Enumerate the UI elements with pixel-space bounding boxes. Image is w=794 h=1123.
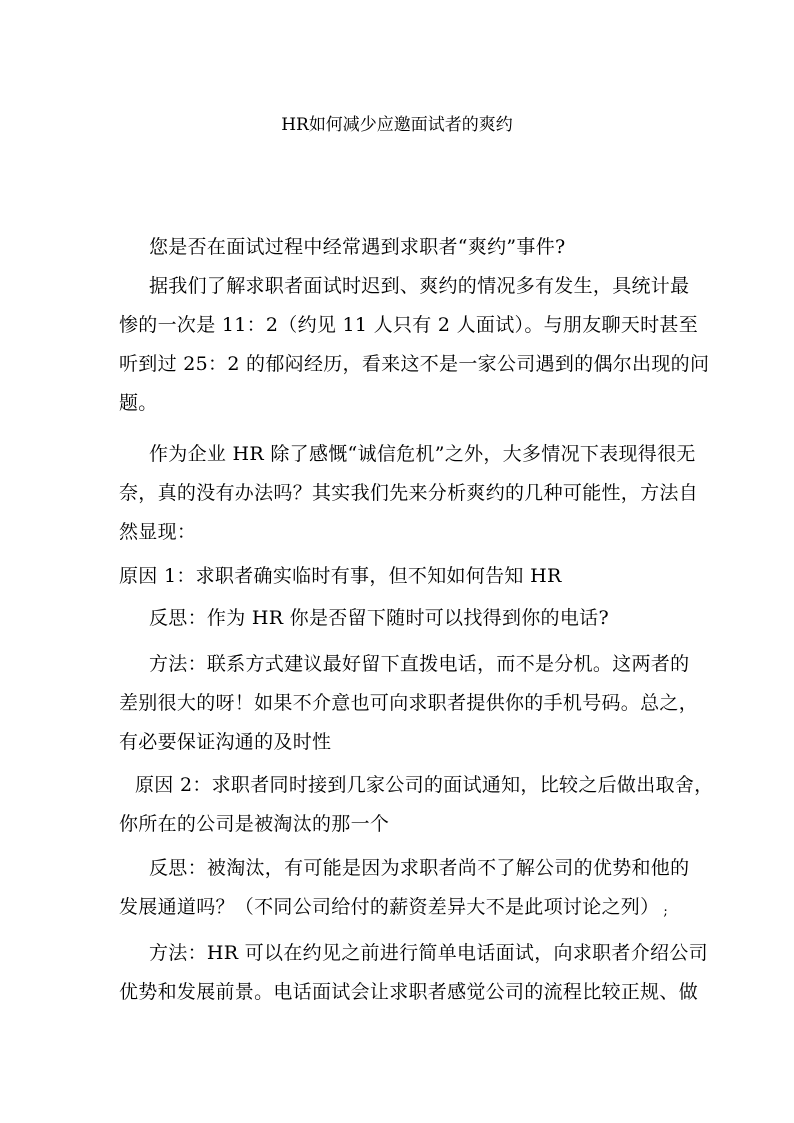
text-line: 原因 2：求职者同时接到几家公司的面试通知，比较之后做出取舍， <box>135 774 714 796</box>
text-line: 有必要保证沟通的及时性 <box>119 731 332 753</box>
text-line: 你所在的公司是被淘汰的那一个 <box>119 813 390 835</box>
text-line: 作为企业 HR 除了感慨“诚信危机”之外，大多情况下表现得很无 <box>149 443 696 465</box>
text-line: 反思：被淘汰，有可能是因为求职者尚不了解公司的优势和他的 <box>149 857 690 879</box>
text-line: 反思：作为 HR 你是否留下随时可以找得到你的电话? <box>149 607 609 629</box>
document-title: HR如何减少应邀面试者的爽约 <box>281 115 513 135</box>
text-line: 原因 1：求职者确实临时有事，但不知如何告知 HR <box>119 565 562 587</box>
text-line: 题。 <box>119 392 158 414</box>
text-line: 差别很大的呀！如果不介意也可向求职者提供你的手机号码。总之， <box>119 692 699 714</box>
text-line: 听到过 25：2 的郁闷经历，看来这不是一家公司遇到的偶尔出现的问 <box>119 353 710 375</box>
paragraph-intro-question <box>119 228 679 267</box>
paragraph-method-2 <box>119 934 708 1012</box>
paragraph-method-1 <box>119 645 699 762</box>
text-line: 方法：HR 可以在约见之前进行简单电话面试，向求职者介绍公司 <box>149 942 708 964</box>
text-line-content: 发展通道吗？（不同公司给付的薪资差异大不是此项讨论之列） <box>119 896 660 918</box>
text-line: 然显现： <box>119 521 197 543</box>
paragraph-reflection-2 <box>119 849 690 927</box>
text-line: 优势和发展前景。电话面试会让求职者感觉公司的流程比较正规、做 <box>119 981 699 1003</box>
text-line <box>119 888 679 927</box>
text-line: 奈，真的没有办法吗？其实我们先来分析爽约的几种可能性，方法自 <box>119 482 699 504</box>
text-line: 您是否在面试过程中经常遇到求职者“爽约”事件? <box>149 236 566 258</box>
paragraph-reflection-1 <box>119 599 679 638</box>
trailing-semicolon: ; <box>663 904 669 919</box>
text-line: 据我们了解求职者面试时迟到、爽约的情况多有发生，具统计最 <box>149 275 690 297</box>
text-line: 惨的一次是 11：2（约见 11 人只有 2 人面试）。与朋友聊天时甚至 <box>119 314 699 336</box>
paragraph-reason-2 <box>119 766 714 844</box>
paragraph-reason-1 <box>119 557 679 596</box>
text-line: 方法：联系方式建议最好留下直拨电话，而不是分机。这两者的 <box>149 653 690 675</box>
paragraph-statistics <box>119 267 710 423</box>
paragraph-analysis-intro <box>119 435 699 552</box>
